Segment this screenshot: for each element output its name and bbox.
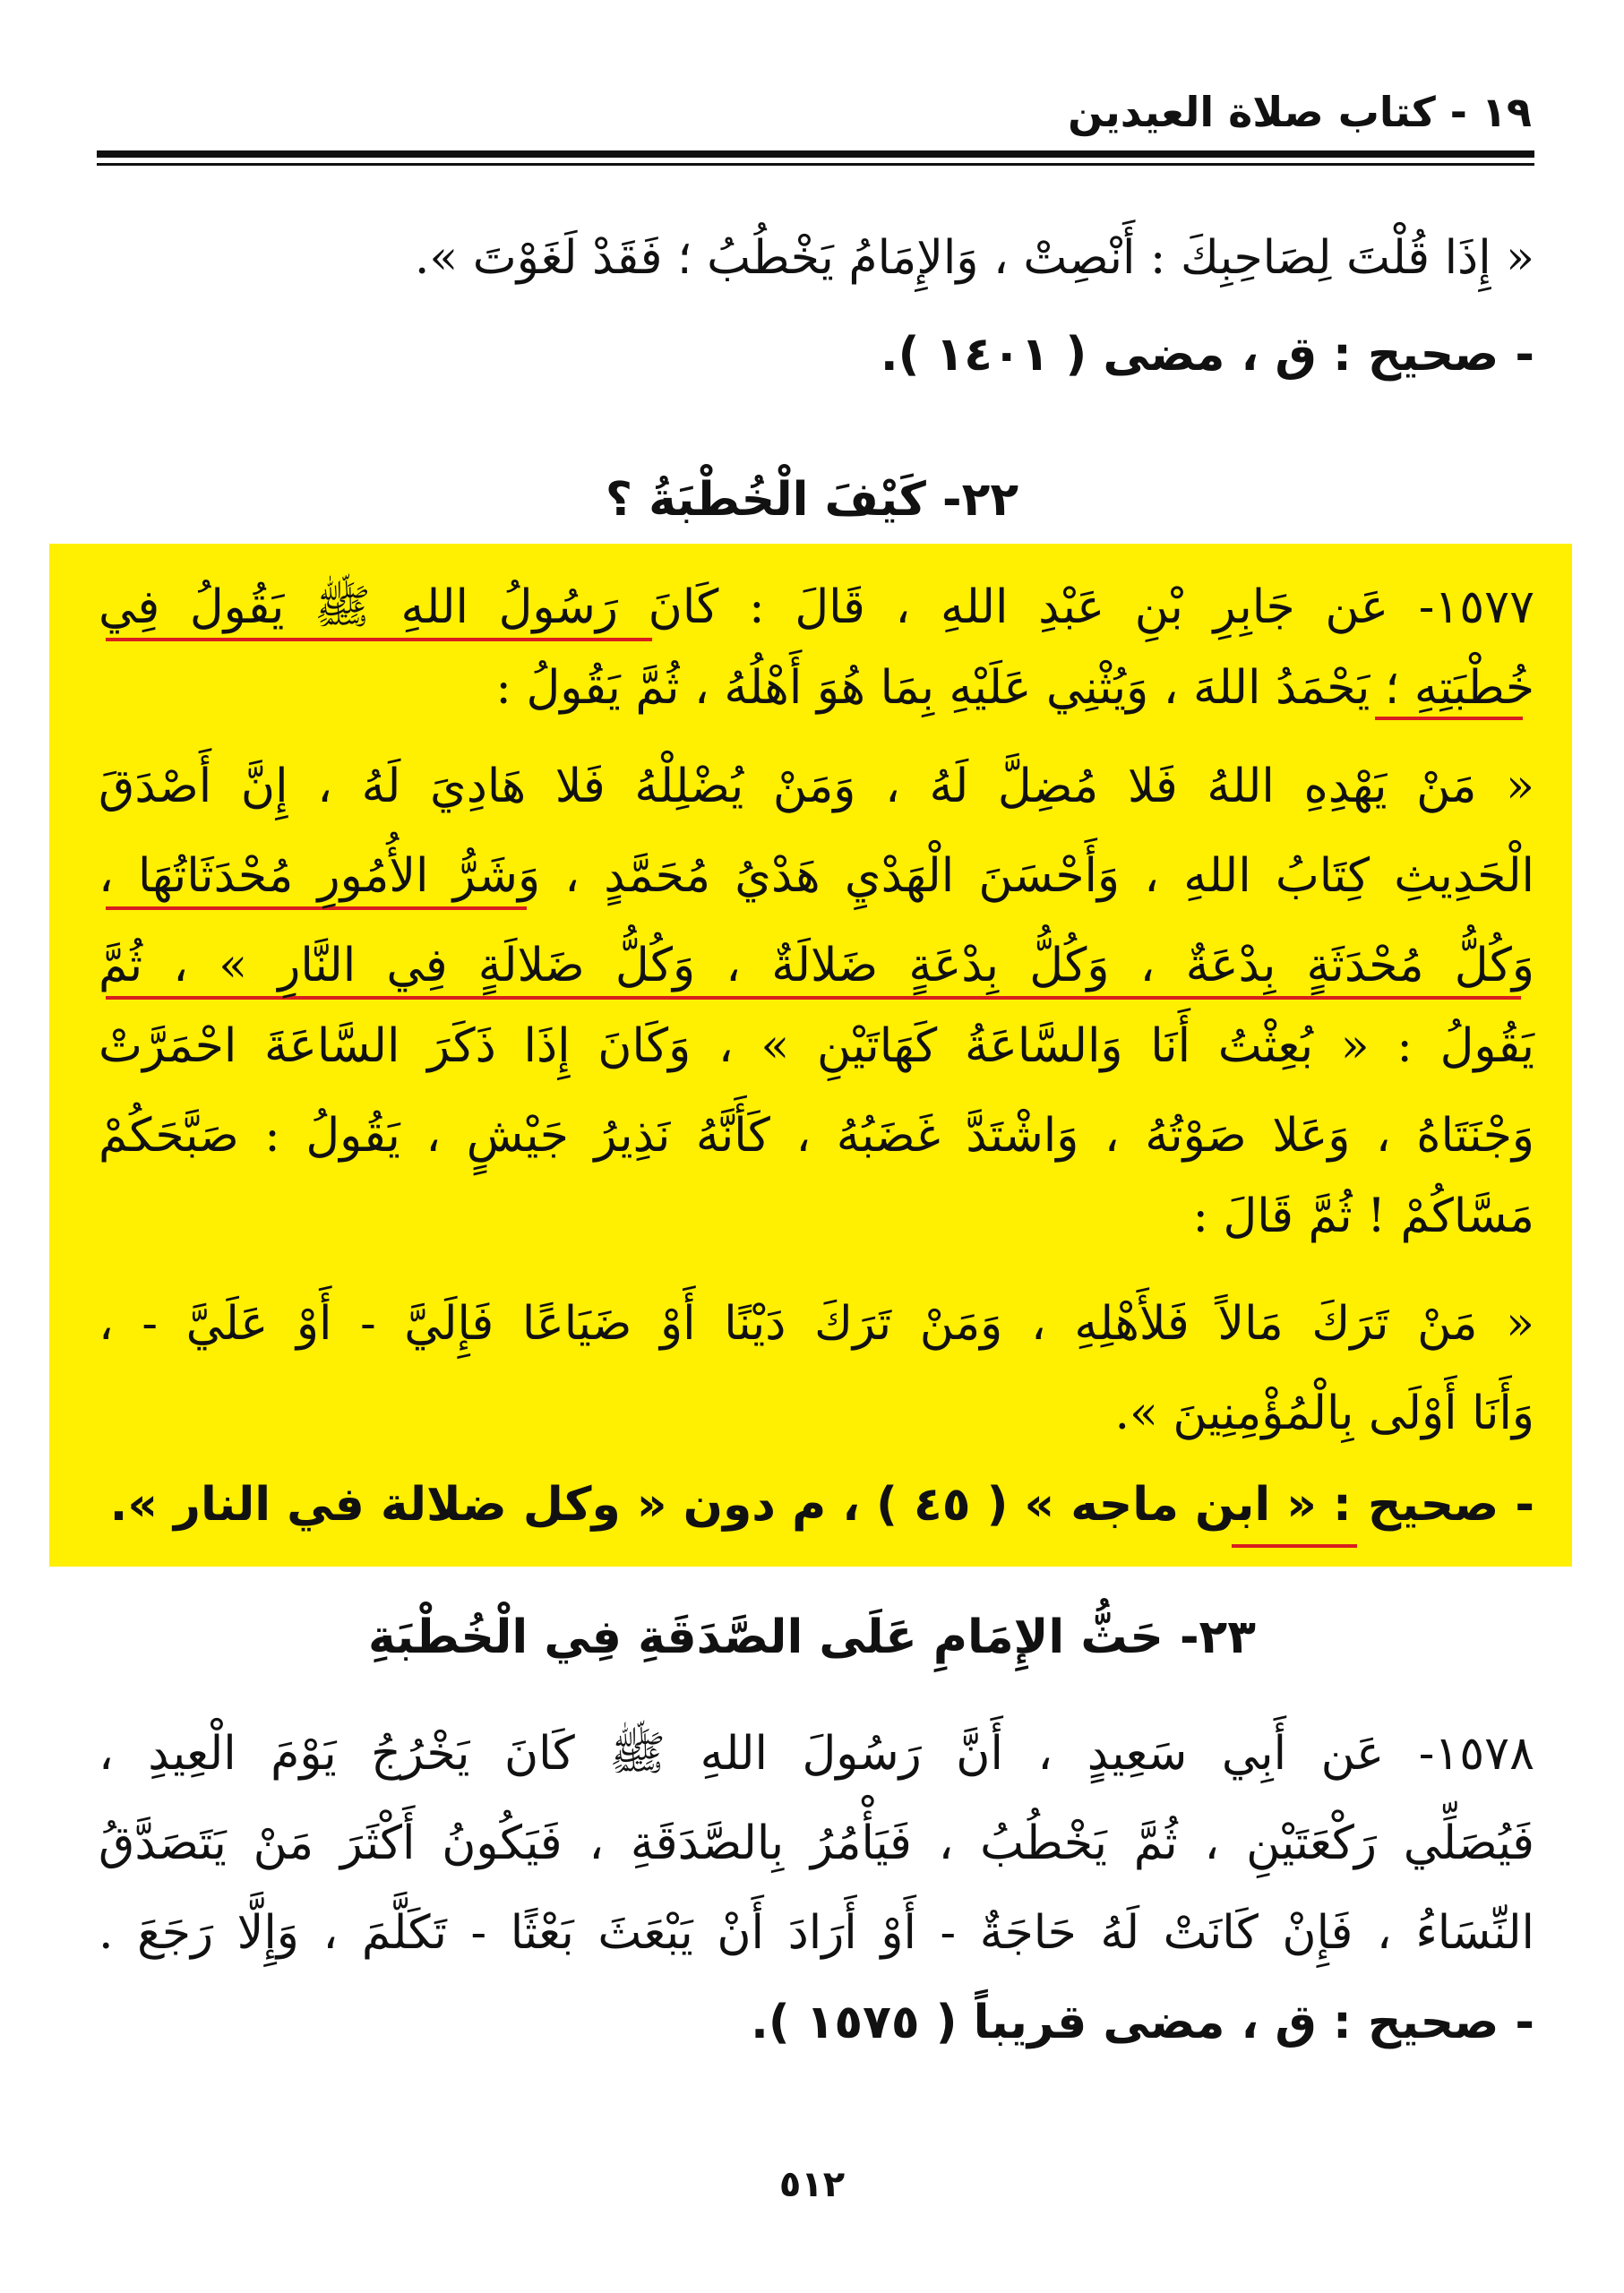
text-line: « إِذَا قُلْتَ لِصَاحِبِكَ : أَنْصِتْ ، وَالإِمَامُ يَخْطُبُ ؛ فَقَدْ لَغَوْتَ ». (414, 231, 1534, 285)
text-line: - صحيح : ق ، مضى ( ١٤٠١ ). (880, 328, 1534, 382)
text-line: « مَنْ يَهْدِهِ اللهُ فَلا مُضِلَّ لَهُ ، وَمَنْ يُضْلِلْهُ فَلا هَادِيَ لَهُ ، إِنَّ أَصْدَقَ (99, 760, 1534, 813)
text-line: ١٥٧٧- عَن جَابِرِ بْنِ عَبْدِ اللهِ ، قَالَ : كَانَ رَسُولُ اللهِ ﷺ يَقُولُ فِي (99, 580, 1534, 634)
underline-5 (1232, 1544, 1357, 1548)
section-heading: ٢٢- كَيْفَ الْخُطْبَةُ ؟ (605, 473, 1019, 527)
text-line: وَجْنَتَاهُ ، وَعَلا صَوْتُهُ ، وَاشْتَدَّ غَضَبُهُ ، كَأَنَّهُ نَذِيرُ جَيْشٍ ، يَقُولُ : صَبَّحَكُمْ (99, 1109, 1535, 1163)
running-header (99, 88, 1532, 150)
text-line: فَيُصَلِّي رَكْعَتَيْنِ ، ثُمَّ يَخْطُبُ ، فَيَأْمُرُ بِالصَّدَقَةِ ، فَيَكُونُ أَكْثَرَ مَنْ يَتَصَدَّقُ (99, 1816, 1534, 1870)
text-line: النِّسَاءُ ، فَإِنْ كَانَتْ لَهُ حَاجَةٌ - أَوْ أَرَادَ أَنْ يَبْعَثَ بَعْثًا - تَكَلَّمَ ، وَإِلَّا رَجَعَ . (99, 1906, 1534, 1960)
header-rule-thin (97, 163, 1534, 166)
header-rule-thick (97, 150, 1534, 158)
text-line: وَكُلُّ مُحْدَثَةٍ بِدْعَةٌ ، وَكُلُّ بِدْعَةٍ ضَلالَةٌ ، وَكُلُّ ضَلالَةٍ فِي النَّارِ » ، ثُمَّ (99, 939, 1534, 992)
text-line: الْحَدِيثِ كِتَابُ اللهِ ، وَأَحْسَنَ الْهَدْيِ هَدْيُ مُحَمَّدٍ ، وَشَرُّ الأُمُورِ مُحْدَثَاتُهَا ، (99, 849, 1534, 903)
section-heading: ٢٣- حَثُّ الإِمَامِ عَلَى الصَّدَقَةِ فِي الْخُطْبَةِ (367, 1610, 1257, 1664)
text-line: - صحيح : « ابن ماجه » ( ٤٥ ) ، م دون « وكل ضلالة في النار ». (109, 1478, 1534, 1532)
text-line: مَسَّاكُمْ ! ثُمَّ قَالَ : (1192, 1189, 1534, 1243)
header-title: ١٩ - كتاب صلاة العيدين (1068, 88, 1532, 136)
text-line: - صحيح : ق ، مضى قريباً ( ١٥٧٥ ). (751, 1996, 1534, 2049)
text-line: ١٥٧٨- عَن أَبِي سَعِيدٍ ، أَنَّ رَسُولَ اللهِ ﷺ كَانَ يَخْرُجُ يَوْمَ الْعِيدِ ، (99, 1727, 1534, 1781)
text-line: خُطْبَتِهِ ؛ يَحْمَدُ اللهَ ، وَيُثْنِي عَلَيْهِ بِمَا هُوَ أَهْلُهُ ، ثُمَّ يَقُولُ : (495, 661, 1534, 715)
text-line: يَقُولُ : « بُعِثْتُ أَنَا وَالسَّاعَةُ كَهَاتَيْنِ » ، وَكَانَ إِذَا ذَكَرَ السَّاعَةَ احْمَرَّتْ (99, 1019, 1534, 1073)
text-line: وَأَنَا أَوْلَى بِالْمُؤْمِنِينَ ». (1114, 1387, 1534, 1440)
page-number: ٥١٢ (778, 2164, 846, 2205)
text-line: « مَنْ تَرَكَ مَالاً فَلأَهْلِهِ ، وَمَنْ تَرَكَ دَيْنًا أَوْ ضَيَاعًا فَإِلَيَّ - أَوْ عَلَيَّ - ، (99, 1297, 1534, 1351)
